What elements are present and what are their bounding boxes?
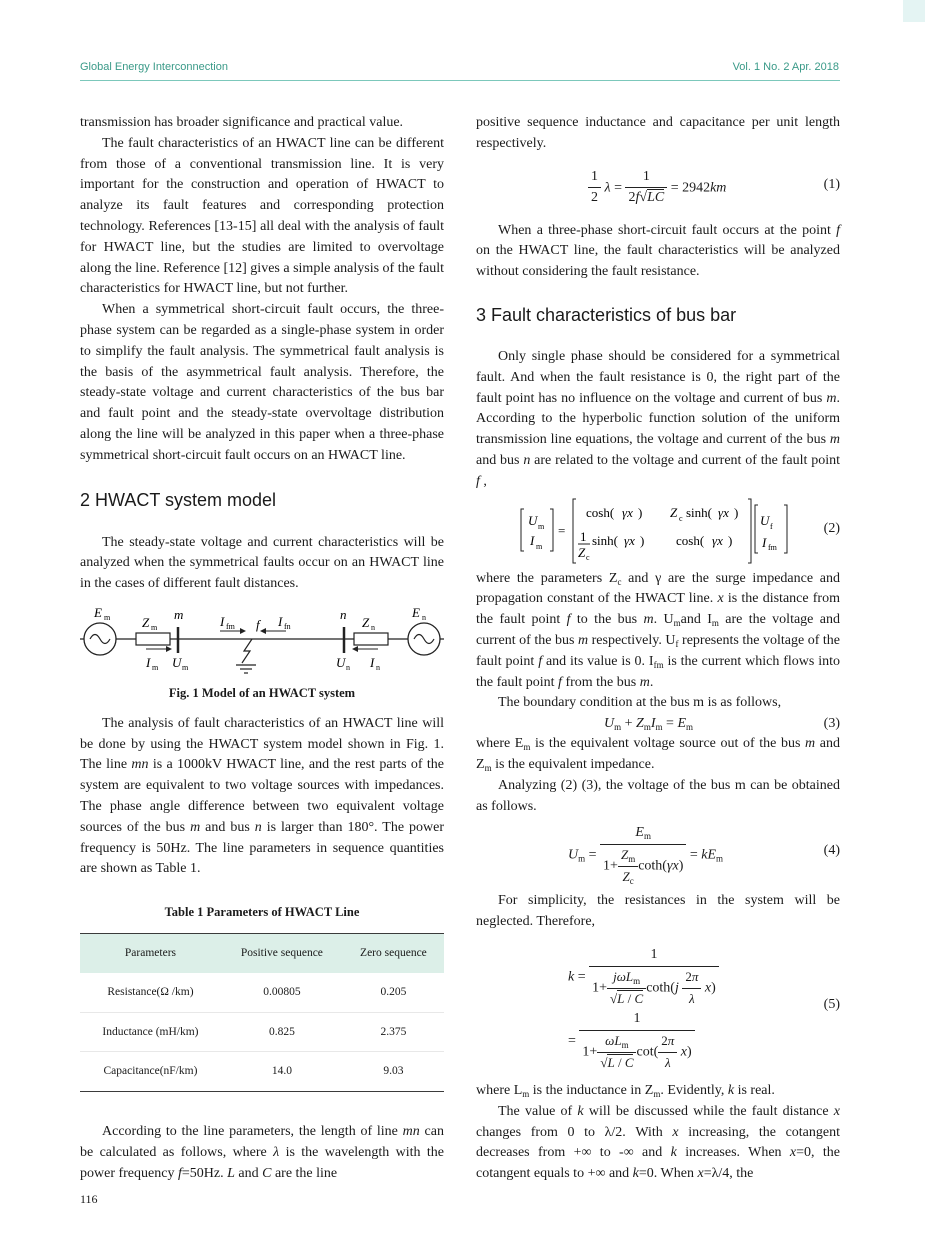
paragraph: The value of k will be discussed while the fault distance x changes from 0 to λ/2. With x increasing, the cotangent decreases from +∞ to -∞ and k increases. When x=0, the cotangent equals to +∞ and k=0. When x=λ/4, the xyxy=(476,1103,841,1182)
paragraph: When a symmetrical short-circuit fault occurs, the three-phase system can be regarded as a single-phase system in order to simplify the fault analysis. The symmetrical fault analysis is the basis of the asymmetrical fault analysis. Therefore, the steady-state voltage and current characteristics of the bus bar and fault point and the steady-state overvoltage distribution along the line will be analyzed in this paper when a three-phase symmetrical short-circuit fault occurs on an HWACT line. xyxy=(80,302,444,463)
page-number: 116 xyxy=(80,1192,98,1206)
svg-text:m: m xyxy=(151,622,158,632)
svg-text:): ) xyxy=(640,532,645,548)
bus-n-label: n xyxy=(340,606,347,622)
svg-text:n: n xyxy=(376,662,380,672)
paragraph: The fault characteristics of an HWACT line can be different from those of a conventional transmission line. It is very important for the construction and operation of HWACT to analyze its fault features and corresponding protection technology. References [13-15] all deal with the analysis of fault for HWACT line, but the studies are limited to overvoltage along the line. Reference [12] gives a simple analysis of the fault characteristics for HWACT line, but not further. xyxy=(80,135,444,297)
paragraph: transmission has broader significance and practical value. xyxy=(80,115,404,130)
svg-text:m: m xyxy=(104,612,111,622)
paragraph: The steady-state voltage and current characteristics will be analyzed when the symmetrical faults occur on an HWACT line in the cases of different fault distances. xyxy=(80,534,444,592)
svg-text:γx: γx xyxy=(624,532,635,548)
svg-text:γx: γx xyxy=(622,504,633,520)
svg-text:U: U xyxy=(760,512,770,528)
table-header: Zero sequence xyxy=(343,933,444,972)
figure-caption: Fig. 1 Model of an HWACT system xyxy=(168,685,356,700)
svg-text:E: E xyxy=(94,604,102,620)
svg-text:I: I xyxy=(220,613,225,629)
svg-text:cosh(: cosh( xyxy=(586,504,615,520)
svg-text:m: m xyxy=(152,662,159,672)
left-column xyxy=(80,113,444,1184)
svg-text:f: f xyxy=(770,521,773,531)
section-heading: 3 Fault characteristics of bus bar xyxy=(476,304,737,325)
svg-text:c: c xyxy=(586,552,590,562)
svg-text:Z: Z xyxy=(142,614,150,630)
paragraph: The analysis of fault characteristics of an HWACT line will be done by using the HWACT system model shown in Fig. 1. The line mn is a 1000kV HWACT line, and the rest parts of the system are equivalent to two voltage sources with impedances. The phase angle difference between two equivalent voltage sources of the bus m and bus n is larger than 180°. The power frequency is 50Hz. The line parameters in sequence quantities are shown as Table 1. xyxy=(80,715,444,877)
svg-text:m: m xyxy=(182,662,189,672)
svg-text:n: n xyxy=(371,622,375,632)
svg-text:Z: Z xyxy=(578,544,586,560)
svg-text:m: m xyxy=(538,521,545,531)
paragraph: Analyzing (2) (3), the voltage of the bus m can be obtained as follows. xyxy=(476,777,840,814)
fault-point-label: f xyxy=(256,616,260,632)
svg-text:I: I xyxy=(762,534,767,550)
table-row: Resistance(Ω /km) 0.00805 0.205 xyxy=(80,973,444,1012)
issue-info: Vol. 1 No. 2 Apr. 2018 xyxy=(732,61,839,73)
svg-text:n: n xyxy=(422,612,426,622)
svg-text:=: = xyxy=(558,522,566,538)
svg-text:I: I xyxy=(278,613,283,629)
table-row: Capacitance(nF/km) 14.0 9.03 xyxy=(80,1052,444,1092)
right-column xyxy=(476,113,840,1185)
svg-text:U: U xyxy=(528,512,538,528)
table-row: Inductance (mH/km) 0.825 2.375 xyxy=(80,1012,444,1052)
svg-text:c: c xyxy=(679,513,683,523)
table-header: Positive sequence xyxy=(221,933,343,972)
svg-text:1: 1 xyxy=(580,528,587,544)
journal-name: Global Energy Interconnection xyxy=(80,61,228,73)
figure-1-diagram xyxy=(80,601,444,681)
equation-3: $U_m + Z_mI_m = E_m$ (3) xyxy=(604,716,840,733)
svg-text:U: U xyxy=(172,654,182,670)
paragraph: For simplicity, the resistances in the system will be neglected. Therefore, xyxy=(476,893,840,930)
svg-text:I: I xyxy=(146,654,151,670)
section-heading: 2 HWACT system model xyxy=(80,489,277,510)
svg-text:γx: γx xyxy=(712,532,723,548)
svg-text:fm: fm xyxy=(768,542,777,552)
svg-text:cosh(: cosh( xyxy=(676,532,705,548)
paragraph: Only single phase should be considered for a symmetrical fault. And when the fault resistance is 0, the right part of the fault point has no influence on the voltage and current of bus m. According to the hyperbolic function solution of the uniform transmission line equations, the voltage and current of the bus m and bus n are related to the voltage and current of the fault point f , xyxy=(476,348,840,489)
paragraph: where the parameters $Z_c$ and γ are the surge impedance and propagation constant of the HWACT line. x is the distance from the fault point f to the bus m. $U_mand$ $I_m$ are the voltage and current of the bus m respectively. $U_f$ represents the voltage of the fault point f and its value is 0. $I_{fm}$ is the current which flows into the fault point f from the bus m. xyxy=(476,570,841,690)
svg-text:γx: γx xyxy=(718,504,729,520)
equation-5: k = 1 1+ $\frac{j\omega L_m}{√L / C}$ coth(j $\frac{2\pi}{\lambda}$ x) = 1 1+ $\frac{\omega L_m}{√L / C}$ cot( $\frac{2\pi}{\lambda}$ x) (5) xyxy=(568,946,840,1070)
svg-text:): ) xyxy=(734,504,739,520)
table-header: Parameters xyxy=(80,933,221,972)
equation-1: $\frac{1}{2}$ λ = $\frac{1}{2f√LC}$ = 2942km (1) xyxy=(476,161,840,215)
svg-text:fn: fn xyxy=(284,621,291,631)
svg-text:I: I xyxy=(370,654,375,670)
svg-text:m: m xyxy=(536,541,543,551)
equation-2: U m I m = cosh( γx ) Z c sinh( γx ) 1 Z c sinh( γx ) cosh( γx ) U f I fm (2) xyxy=(476,497,840,565)
svg-text:sinh(: sinh( xyxy=(686,504,712,520)
paragraph: When a three-phase short-circuit fault occurs at the point f on the HWACT line, the fault characteristics will be analyzed without considering the fault resistance. xyxy=(476,222,840,280)
header-rule xyxy=(80,80,840,81)
paragraph: where $E_m$ is the equivalent voltage source out of the bus m and $Z_m$ is the equivalent impedance. xyxy=(476,736,840,773)
svg-text:U: U xyxy=(336,654,346,670)
svg-text:sinh(: sinh( xyxy=(592,532,618,548)
bus-m-label: m xyxy=(174,606,184,622)
svg-text:I: I xyxy=(530,532,535,548)
svg-text:Z: Z xyxy=(670,504,678,520)
svg-text:fm: fm xyxy=(226,621,235,631)
corner-tab xyxy=(903,0,925,22)
svg-text:Z: Z xyxy=(362,614,370,630)
paragraph: where $L_m$ is the inductance in $Z_m$. Evidently, k is real. xyxy=(476,1082,775,1099)
paragraph: According to the line parameters, the length of line mn can be calculated as follows, where λ is the wavelength with the power frequency f=50Hz. L and C are the line xyxy=(80,1124,444,1181)
svg-text:): ) xyxy=(728,532,733,548)
equation-4: $U_m$ = $E_m$ 1+ $\frac{Z_m}{Z_c}$ coth(γx) = $kE_m$ (4) xyxy=(568,825,840,886)
parameters-table xyxy=(80,933,444,1092)
svg-text:E: E xyxy=(412,604,420,620)
paragraph: positive sequence inductance and capacitance per unit length respectively. xyxy=(476,115,840,151)
svg-text:): ) xyxy=(638,504,643,520)
svg-text:n: n xyxy=(346,662,350,672)
table-caption: Table 1 Parameters of HWACT Line xyxy=(164,905,360,920)
paragraph: The boundary condition at the bus m is as follows, xyxy=(498,695,782,711)
